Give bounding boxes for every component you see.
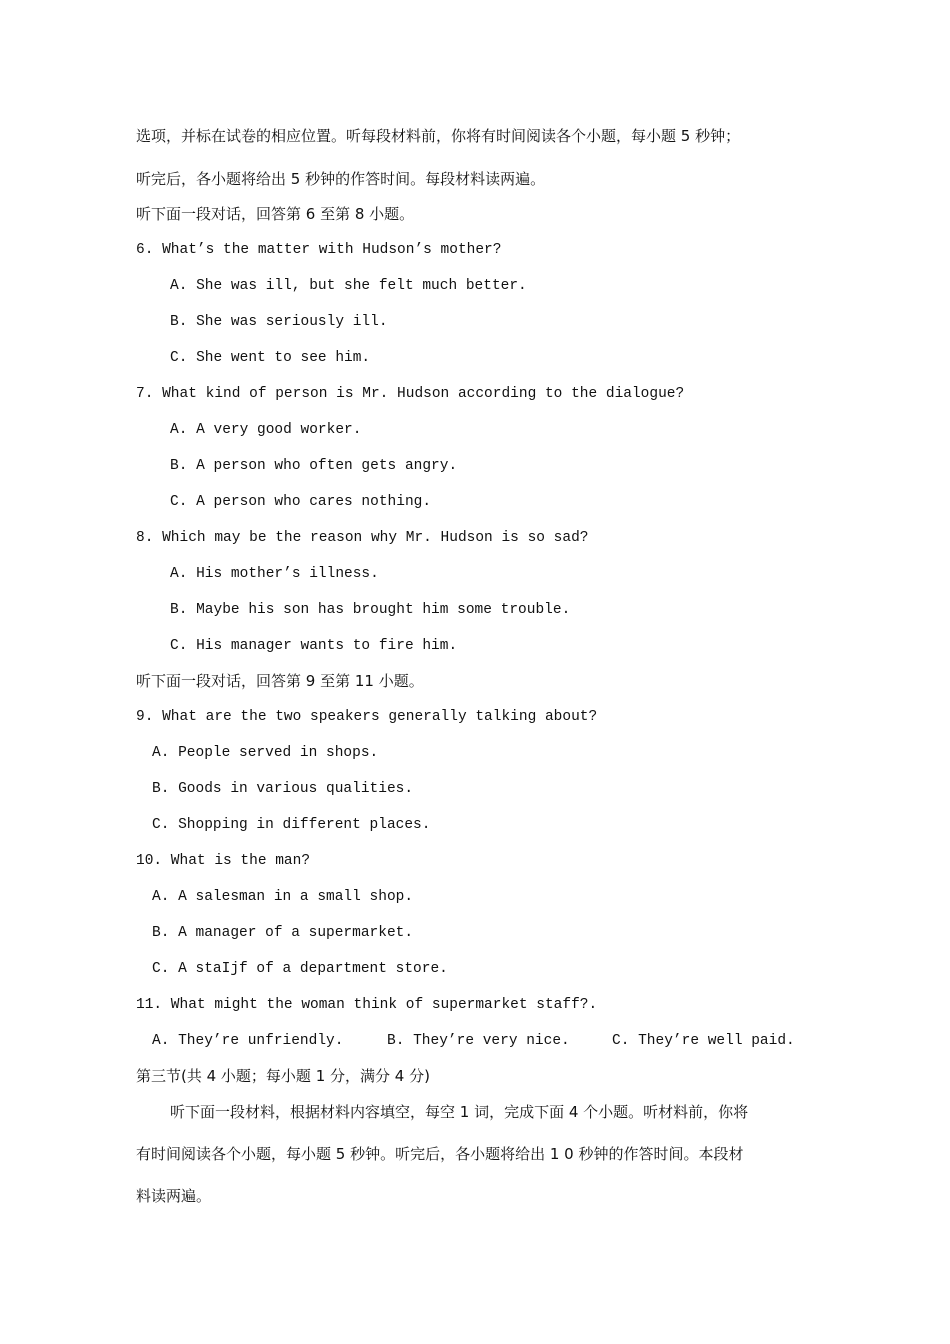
question-11: 11. What might the woman think of supermarket staff?.	[136, 997, 598, 1013]
intro-line-1: 选项，并标在试卷的相应位置。听每段材料前，你将有时间阅读各个小题，每小题 5 秒钟；	[136, 127, 741, 145]
q8-option-b: B. Maybe his son has brought him some trouble.	[170, 602, 571, 618]
section-b-instruction: 听下面一段对话，回答第 9 至第 11 小题。	[136, 672, 424, 690]
q6-option-c: C. She went to see him.	[170, 350, 371, 366]
q11-option-a: A. They’re unfriendly.	[152, 1033, 344, 1049]
intro-line-2: 听完后，各小题将给出 5 秒钟的作答时间。每段材料读两遍。	[136, 170, 546, 188]
question-8: 8. Which may be the reason why Mr. Hudson is so sad?	[136, 530, 589, 546]
question-10: 10. What is the man?	[136, 853, 311, 869]
part-3-line-3: 料读两遍。	[136, 1187, 212, 1205]
q11-option-c: C. They’re well paid.	[612, 1033, 795, 1049]
q7-option-c: C. A person who cares nothing.	[170, 494, 432, 510]
question-9: 9. What are the two speakers generally talking about?	[136, 709, 598, 725]
q9-option-c: C. Shopping in different places.	[152, 817, 431, 833]
section-a-instruction: 听下面一段对话，回答第 6 至第 8 小题。	[136, 205, 415, 223]
q10-option-b: B. A manager of a supermarket.	[152, 925, 414, 941]
q9-option-b: B. Goods in various qualities.	[152, 781, 414, 797]
q6-option-b: B. She was seriously ill.	[170, 314, 388, 330]
part-3-line-1: 听下面一段材料，根据材料内容填空，每空 1 词，完成下面 4 个小题。听材料前，你将	[170, 1103, 749, 1121]
q10-option-a: A. A salesman in a small shop.	[152, 889, 414, 905]
question-7: 7. What kind of person is Mr. Hudson according to the dialogue?	[136, 386, 685, 402]
q9-option-a: A. People served in shops.	[152, 745, 379, 761]
question-6: 6. What’s the matter with Hudson’s mother?	[136, 242, 502, 258]
q10-option-c: C. A staIjf of a department store.	[152, 961, 448, 977]
q7-option-b: B. A person who often gets angry.	[170, 458, 458, 474]
q11-option-b: B. They’re very nice.	[387, 1033, 570, 1049]
q8-option-a: A. His mother’s illness.	[170, 566, 379, 582]
part-3-heading: 第三节(共 4 小题；每小题 1 分，满分 4 分)	[136, 1067, 430, 1085]
part-3-line-2: 有时间阅读各个小题，每小题 5 秒钟。听完后，各小题将给出 1 0 秒钟的作答时间。本段材	[136, 1145, 744, 1163]
q6-option-a: A. She was ill, but she felt much better.	[170, 278, 527, 294]
q7-option-a: A. A very good worker.	[170, 422, 362, 438]
q8-option-c: C. His manager wants to fire him.	[170, 638, 458, 654]
